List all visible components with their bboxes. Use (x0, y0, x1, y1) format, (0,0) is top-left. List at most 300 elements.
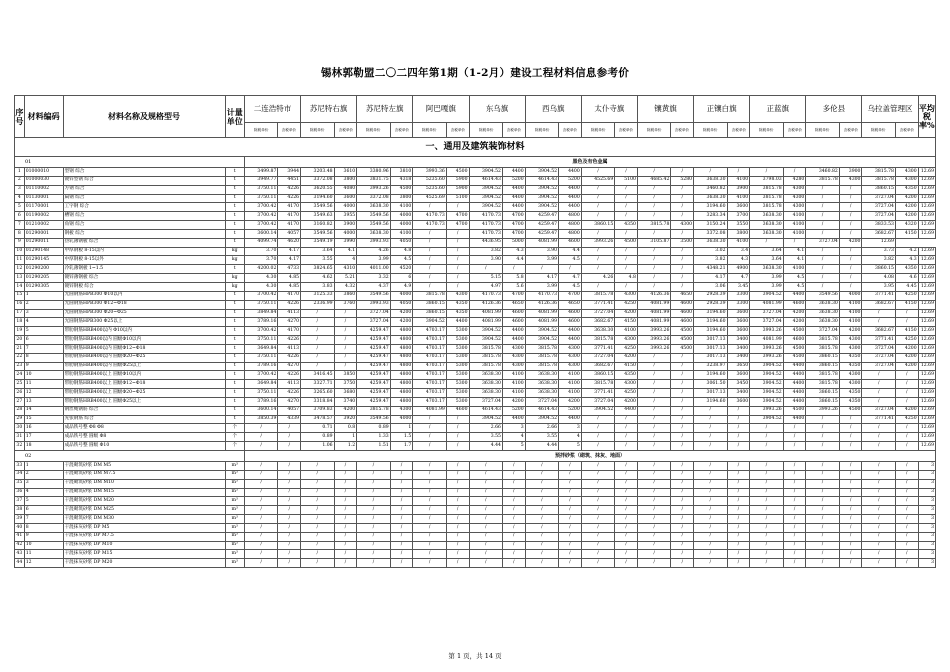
table-cell: 4150 (895, 300, 918, 309)
table-cell: t (225, 176, 244, 185)
table-cell: 3 (15, 185, 25, 194)
table-cell-empty: / (862, 497, 895, 506)
table-cell-empty: / (244, 462, 277, 471)
table-cell: 3638.30 (750, 212, 783, 221)
table-cell: 0.89 (301, 433, 334, 442)
table-cell: 5.15 (469, 274, 502, 283)
table-cell: 4600 (671, 300, 694, 309)
table-cell: 3815.78 (806, 336, 839, 345)
table-cell: 44 (15, 559, 25, 568)
table-cell-empty: / (750, 532, 783, 541)
table-cell: / (615, 168, 638, 177)
table-cell: 5300 (446, 397, 469, 406)
table-cell: / (806, 442, 839, 451)
table-cell: 1 (24, 462, 63, 471)
table-cell: 3949.77 (244, 176, 277, 185)
table-cell: 3327.71 (301, 380, 334, 389)
table-cell: 6 (24, 506, 63, 515)
table-cell: 3.82 (469, 247, 502, 256)
table-cell-empty: / (301, 541, 334, 550)
subheader-incl (334, 123, 357, 138)
table-cell-empty: / (671, 559, 694, 568)
table-cell-empty: / (750, 541, 783, 550)
table-cell: / (278, 433, 301, 442)
table-cell-empty: / (615, 550, 638, 559)
table-cell: 3771.41 (862, 415, 895, 424)
table-cell: 3638.30 (469, 380, 502, 389)
table-cell: 4170.73 (469, 291, 502, 300)
table-cell-empty: / (862, 559, 895, 568)
header-region: 阿巴嘎旗 (413, 96, 469, 123)
table-cell-empty: / (525, 497, 558, 506)
table-cell: / (839, 424, 862, 433)
table-cell-empty: / (446, 523, 469, 532)
subheader-incl-label: 含税单价 (787, 127, 802, 132)
table-cell: / (671, 229, 694, 238)
table-cell: / (244, 442, 277, 451)
table-cell-empty: / (301, 470, 334, 479)
table-cell: kg (225, 256, 244, 265)
table-row (15, 559, 936, 568)
table-cell: / (694, 442, 727, 451)
table-cell: 01290205 (24, 274, 63, 283)
table-cell: 3700 (727, 212, 750, 221)
table-cell: 8 (24, 523, 63, 532)
table-cell: / (301, 353, 334, 362)
group-code: 02 (15, 451, 245, 462)
table-cell: / (446, 256, 469, 265)
table-cell: 3638.30 (750, 229, 783, 238)
table-cell: 5900 (446, 185, 469, 194)
table-cell: / (806, 212, 839, 221)
table-cell-empty: / (357, 479, 390, 488)
table-cell-empty: / (694, 497, 727, 506)
table-cell-empty: / (783, 488, 806, 497)
table-cell: 3300 (727, 300, 750, 309)
table-row (15, 336, 936, 345)
table-cell: 3416.45 (301, 371, 334, 380)
table-cell-empty: / (525, 488, 558, 497)
table-cell: 4800 (559, 229, 582, 238)
table-cell: 光圆钢筋HPB300 Φ12~Φ18 (63, 300, 225, 309)
table-cell: 3600 (727, 318, 750, 327)
table-cell: 4280 (783, 176, 806, 185)
table-cell-empty: / (839, 515, 862, 524)
table-cell-empty: / (895, 550, 918, 559)
table-cell: 4081.99 (469, 309, 502, 318)
table-cell: 3.64 (301, 247, 334, 256)
subheader-excl (806, 123, 839, 138)
table-cell: 4703.17 (413, 344, 446, 353)
table-cell: 4259.47 (357, 380, 390, 389)
table-cell: 3017.13 (694, 353, 727, 362)
table-cell: 0.71 (301, 424, 334, 433)
table-cell: 12.69 (918, 168, 935, 177)
table-cell: 5200 (559, 406, 582, 415)
table-cell-empty: / (559, 497, 582, 506)
subheader-incl-label: 含税单价 (843, 127, 858, 132)
table-cell: 4300 (502, 353, 525, 362)
table-row (15, 380, 936, 389)
table-cell: 4300 (615, 336, 638, 345)
table-cell-empty: / (446, 488, 469, 497)
table-cell-empty: / (694, 559, 727, 568)
table-cell-empty: / (334, 541, 357, 550)
table-cell-empty: / (694, 532, 727, 541)
table-cell-empty: / (559, 515, 582, 524)
subheader-incl-label: 含税单价 (338, 127, 353, 132)
table-cell-empty: / (413, 497, 446, 506)
table-cell: 3860.15 (581, 371, 614, 380)
subheader-incl (559, 123, 582, 138)
header-seq: 序号 (15, 96, 25, 138)
table-cell: 3990 (334, 238, 357, 247)
table-cell-empty: / (783, 550, 806, 559)
table-cell-empty: / (301, 488, 334, 497)
table-cell-empty: / (839, 532, 862, 541)
table-cell-empty: / (671, 541, 694, 550)
table-cell: 3750.11 (244, 300, 277, 309)
table-cell-empty: / (783, 497, 806, 506)
header-region: 正蓝旗 (750, 96, 806, 123)
subheader-excl-label: 除税单价 (815, 127, 830, 132)
table-cell: / (581, 194, 614, 203)
table-cell: 成品铁号整 圆级 Φ8 (63, 433, 225, 442)
table-cell: 01290200 (24, 265, 63, 274)
table-cell: 1.5 (390, 433, 413, 442)
table-cell: 4348.21 (694, 265, 727, 274)
table-cell: 4081.99 (469, 318, 502, 327)
table-cell: 5 (15, 203, 25, 212)
table-cell: 5280 (671, 176, 694, 185)
subheader-incl-label: 含税单价 (562, 127, 578, 132)
table-cell: 4525.69 (581, 176, 614, 185)
table-cell: 4400 (783, 380, 806, 389)
table-cell: / (671, 247, 694, 256)
table-cell-rate: 3 (918, 515, 935, 524)
table-cell: 3194.60 (694, 309, 727, 318)
table-cell-empty: / (357, 523, 390, 532)
subheader-excl-label: 除税单价 (759, 127, 774, 132)
table-cell: 4350 (615, 371, 638, 380)
table-cell: 4300 (671, 221, 694, 230)
table-cell: 3771.41 (581, 300, 614, 309)
header-region: 二连浩特市 (244, 96, 300, 123)
table-cell: t (225, 327, 244, 336)
table-cell-empty: / (615, 479, 638, 488)
table-cell: 6 (15, 212, 25, 221)
table-cell: 3993.26 (581, 238, 614, 247)
table-cell: 12.69 (918, 344, 935, 353)
table-cell: 3478.57 (301, 415, 334, 424)
table-cell-empty: / (525, 506, 558, 515)
table-cell-empty: / (357, 506, 390, 515)
table-cell: 5 (502, 442, 525, 451)
table-row (15, 353, 936, 362)
table-cell: 3727.04 (357, 309, 390, 318)
table-cell-empty: / (783, 462, 806, 471)
table-cell: 4126.36 (637, 291, 670, 300)
table-cell: 6 (390, 274, 413, 283)
table-cell: 4700 (446, 221, 469, 230)
table-cell: 3771.41 (581, 344, 614, 353)
table-cell: 带肋钢筋HRB400以上 圆级Φ12~Φ18 (63, 380, 225, 389)
table-cell: 8 (15, 229, 25, 238)
table-cell: / (413, 442, 446, 451)
table-cell: 4.5 (559, 282, 582, 291)
table-cell-empty: / (559, 479, 582, 488)
table-cell: 4200 (502, 397, 525, 406)
table-cell-empty: / (334, 523, 357, 532)
table-cell: 4703.17 (413, 362, 446, 371)
table-cell-empty: / (502, 550, 525, 559)
table-cell: 31 (15, 433, 25, 442)
table-cell: 4.32 (334, 282, 357, 291)
table-cell: 3727.04 (862, 406, 895, 415)
table-cell-empty: / (750, 523, 783, 532)
table-cell: t (225, 380, 244, 389)
table-cell: 3904.52 (413, 318, 446, 327)
table-cell-rate: 3 (918, 462, 935, 471)
table-cell: 4800 (390, 389, 413, 398)
table-cell: 4600 (446, 406, 469, 415)
table-cell: 4226 (278, 185, 301, 194)
table-cell: 4226 (278, 194, 301, 203)
table-row (15, 397, 936, 406)
table-cell: 4226 (278, 371, 301, 380)
table-cell: 10 (24, 541, 63, 550)
table-cell: t (225, 265, 244, 274)
group-row (15, 451, 936, 462)
table-cell: / (895, 371, 918, 380)
table-cell: 4400 (559, 203, 582, 212)
table-cell: 4600 (502, 318, 525, 327)
table-cell: / (750, 168, 783, 177)
table-cell: 个 (225, 424, 244, 433)
table-cell-empty: / (278, 541, 301, 550)
table-cell: / (278, 442, 301, 451)
table-cell: 3860.15 (806, 389, 839, 398)
table-cell: 4700 (502, 221, 525, 230)
table-cell-empty: / (244, 506, 277, 515)
table-cell: / (895, 318, 918, 327)
table-cell: 4.17 (278, 256, 301, 265)
table-cell: 3904.52 (469, 415, 502, 424)
header-region: 东乌旗 (469, 96, 525, 123)
table-cell: 4259.47 (357, 327, 390, 336)
table-cell: 3265.60 (301, 389, 334, 398)
table-cell-empty: / (357, 462, 390, 471)
price-table (14, 95, 936, 568)
table-cell: 4525.69 (413, 194, 446, 203)
table-cell: 4900 (727, 265, 750, 274)
table-cell-empty: / (357, 488, 390, 497)
table-cell-empty: / (413, 559, 446, 568)
table-cell-empty: / (839, 462, 862, 471)
table-cell: 2 (15, 176, 25, 185)
table-cell: 3.82 (862, 256, 895, 265)
table-cell: / (637, 406, 670, 415)
table-cell: / (615, 424, 638, 433)
table-cell: 3900 (334, 221, 357, 230)
table-cell: 3 (24, 479, 63, 488)
table-cell: 10 (24, 371, 63, 380)
table-row (15, 229, 936, 238)
table-cell: / (581, 185, 614, 194)
table-cell: 3638.30 (469, 371, 502, 380)
table-cell-empty: / (581, 523, 614, 532)
table-cell: 12.69 (918, 424, 935, 433)
table-cell: 3500 (671, 238, 694, 247)
table-cell: 4703.17 (413, 353, 446, 362)
table-cell: 4259.47 (525, 221, 558, 230)
table-cell: 钢板 综合 (63, 229, 225, 238)
table-cell: / (806, 433, 839, 442)
table-cell: / (446, 265, 469, 274)
table-cell: / (671, 380, 694, 389)
table-cell: 12.69 (918, 212, 935, 221)
table-row (15, 238, 936, 247)
table-cell-empty: / (278, 532, 301, 541)
table-cell: 中厚钢板 8-15以内 (63, 247, 225, 256)
table-cell: / (839, 203, 862, 212)
table-cell-empty: / (671, 470, 694, 479)
table-cell-empty: / (446, 559, 469, 568)
table-row (15, 256, 936, 265)
table-cell: / (413, 433, 446, 442)
table-cell: t (225, 238, 244, 247)
table-cell: 3815.78 (862, 176, 895, 185)
table-cell: 3499.87 (244, 168, 277, 177)
table-cell-empty: / (694, 488, 727, 497)
table-cell: 4600 (671, 309, 694, 318)
table-cell: 3600 (334, 194, 357, 203)
table-cell: 角钢 综合 (63, 221, 225, 230)
table-cell: 4800 (390, 362, 413, 371)
table-cell-empty: / (502, 497, 525, 506)
table-cell: / (301, 344, 334, 353)
table-cell: t (225, 371, 244, 380)
table-cell: 4170 (278, 221, 301, 230)
table-row (15, 300, 936, 309)
table-cell: 4300 (895, 168, 918, 177)
table-cell: 12.69 (918, 176, 935, 185)
table-cell: 3771.41 (862, 336, 895, 345)
table-cell-empty: / (671, 523, 694, 532)
table-cell: 12 (24, 559, 63, 568)
table-cell: 3810 (390, 168, 413, 177)
table-cell: 工字钢 综合 (63, 203, 225, 212)
table-cell: 4200 (895, 344, 918, 353)
table-cell: 3194.60 (694, 318, 727, 327)
table-cell: 9 (15, 238, 25, 247)
table-cell: 3709.83 (301, 406, 334, 415)
table-cell: 3372.08 (357, 194, 390, 203)
table-cell-empty: / (637, 497, 670, 506)
table-cell: 3904.52 (750, 415, 783, 424)
table-cell: / (637, 256, 670, 265)
table-cell: / (244, 433, 277, 442)
table-cell: / (839, 415, 862, 424)
table-cell: / (615, 442, 638, 451)
table-cell: 4703.17 (413, 336, 446, 345)
table-cell-empty: / (334, 515, 357, 524)
subheader-excl-label: 除税单价 (253, 127, 269, 132)
table-cell: 38 (15, 506, 25, 515)
subheader-incl-label: 含税单价 (731, 127, 746, 132)
table-cell: / (727, 415, 750, 424)
table-cell: / (671, 265, 694, 274)
table-cell-empty: / (806, 488, 839, 497)
header-code: 材料编码 (24, 96, 63, 138)
table-cell: / (895, 309, 918, 318)
table-cell-empty: / (446, 532, 469, 541)
table-cell: 4300 (559, 344, 582, 353)
table-cell: / (806, 203, 839, 212)
table-cell-empty: / (357, 515, 390, 524)
table-cell-empty: / (390, 515, 413, 524)
table-cell: m³ (225, 541, 244, 550)
table-row (15, 371, 936, 380)
table-cell-empty: / (525, 559, 558, 568)
table-cell: t (225, 203, 244, 212)
table-cell: t (225, 185, 244, 194)
table-cell: 16 (24, 424, 63, 433)
header-region: 西乌旗 (525, 96, 581, 123)
document-title: 锡林郭勒盟二〇二四年第1期（1-2月）建设工程材料信息参考价 (320, 67, 630, 79)
table-cell-empty: / (637, 559, 670, 568)
table-cell: 4000 (334, 229, 357, 238)
table-cell: 3649.84 (244, 380, 277, 389)
table-cell: 4500 (615, 238, 638, 247)
table-cell: 3993.26 (637, 336, 670, 345)
table-cell: / (671, 424, 694, 433)
table-cell-empty: / (301, 497, 334, 506)
table-cell-empty: / (671, 515, 694, 524)
table-cell-empty: / (390, 497, 413, 506)
table-cell: 3849.84 (244, 309, 277, 318)
table-cell: 3600.14 (244, 406, 277, 415)
table-cell: 4300 (502, 362, 525, 371)
table-cell: 4800 (390, 397, 413, 406)
table-cell-empty: / (839, 488, 862, 497)
table-cell-empty: / (334, 488, 357, 497)
table-cell: 4500 (671, 327, 694, 336)
table-cell-empty: / (581, 559, 614, 568)
table-cell: 11 (24, 380, 63, 389)
table-cell: 5 (559, 442, 582, 451)
table-cell-empty: / (895, 541, 918, 550)
table-cell: / (637, 229, 670, 238)
subheader-excl-label: 除税单价 (310, 127, 325, 132)
table-cell: 4200 (615, 397, 638, 406)
header-region: 乌拉盖管理区 (862, 96, 918, 123)
table-cell: 带肋钢筋HRB400以内 圆级Φ20~Φ25 (63, 353, 225, 362)
table-cell: 4.2 (895, 247, 918, 256)
table-cell-empty: / (469, 515, 502, 524)
table-cell: 3203.48 (301, 168, 334, 177)
subheader-excl (694, 123, 727, 138)
header-region: 镶黄旗 (637, 96, 693, 123)
table-cell: / (839, 282, 862, 291)
table-cell: 3017.13 (694, 389, 727, 398)
table-cell: 2 (24, 300, 63, 309)
table-cell: 3815.78 (525, 344, 558, 353)
table-cell: / (581, 415, 614, 424)
table-cell: / (694, 168, 727, 177)
table-cell-empty: / (750, 462, 783, 471)
group-name: 预拌砂浆（砌筑、抹灰、地面） (244, 451, 935, 462)
